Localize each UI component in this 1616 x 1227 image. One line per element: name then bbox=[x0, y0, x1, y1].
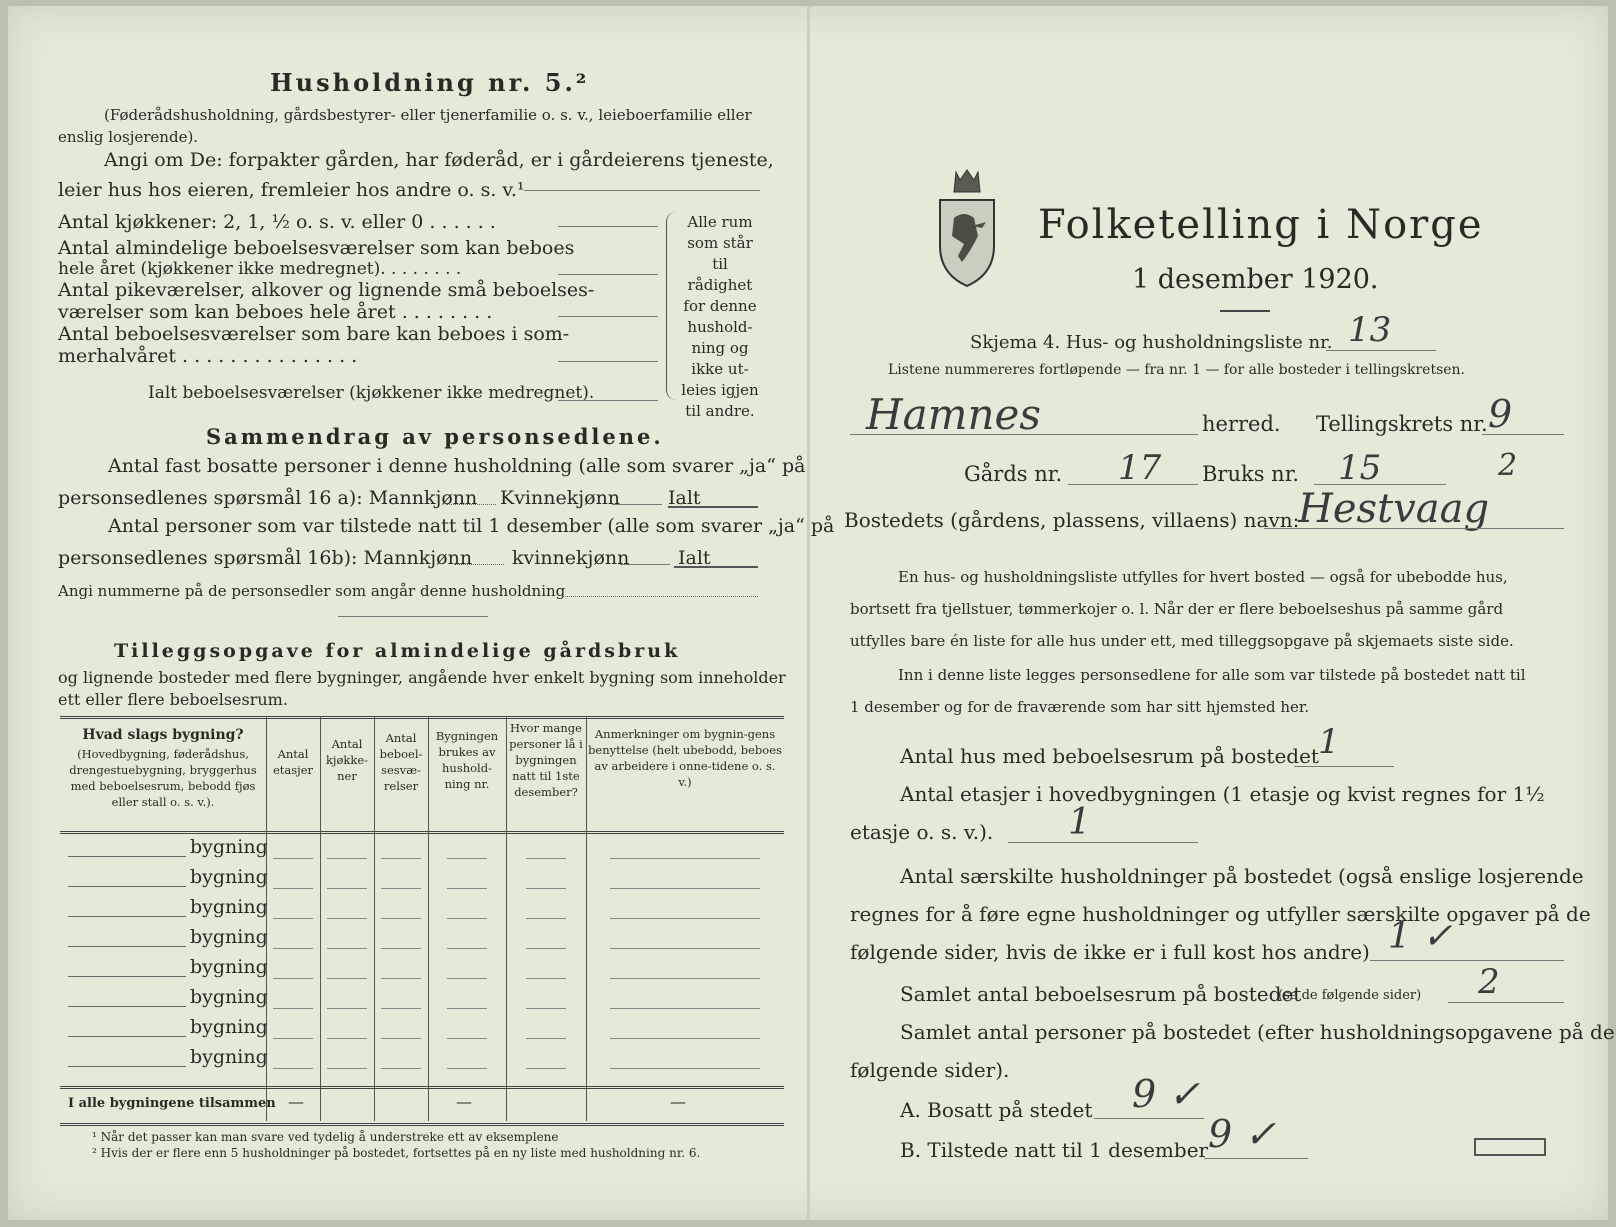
cell-line bbox=[610, 978, 760, 979]
building-type-line bbox=[68, 886, 186, 887]
side-note bbox=[680, 212, 760, 422]
rooms-2b: værelser som kan beboes hele året . . . . . . . . bbox=[58, 301, 493, 323]
cell-line bbox=[273, 858, 313, 859]
summary-2a: Antal personer som var tilstede natt til 1 desember (alle som svarer „ja“ på bbox=[108, 515, 835, 537]
summary-1b: personsedlenes spørsmål 16 a): Mannkjønn bbox=[58, 487, 478, 509]
building-type-line bbox=[68, 1036, 186, 1037]
krets-line bbox=[1482, 434, 1564, 435]
cell-line bbox=[327, 888, 367, 889]
table-row bbox=[60, 924, 784, 954]
building-type-line bbox=[68, 946, 186, 947]
cell-line bbox=[273, 1008, 313, 1009]
cell-line bbox=[273, 888, 313, 889]
footnote-1: ¹ Når det passer kan man svare ved tydelig å understreke ett av eksemplene bbox=[92, 1130, 559, 1144]
sum-2-men-line bbox=[454, 564, 504, 565]
page-fold bbox=[807, 6, 810, 1220]
q2-line2: etasje o. s. v.). bbox=[850, 820, 994, 844]
gards-label: Gårds nr. bbox=[964, 462, 1063, 486]
cell-line bbox=[610, 858, 760, 859]
qb-value: 9 ✓ bbox=[1208, 1112, 1277, 1156]
row-label: bygning bbox=[190, 1016, 268, 1038]
total-label: I alle bygningene tilsammen bbox=[68, 1096, 276, 1111]
q4-line bbox=[1448, 1002, 1564, 1003]
cell-line bbox=[447, 918, 487, 919]
sum-2-women-line bbox=[620, 564, 670, 565]
sum-2-total-line bbox=[674, 566, 758, 568]
side-note-line: som står til bbox=[687, 234, 753, 273]
angi-line-1: Angi om De: forpakter gården, har føderåd, er i gårdeierens tjeneste, bbox=[104, 149, 774, 171]
qa-label: A. Bosatt på stedet bbox=[900, 1098, 1093, 1122]
rooms-1a: Antal almindelige beboelsesværelser som kan beboes bbox=[58, 237, 575, 259]
cell-line bbox=[381, 918, 421, 919]
summary-2c: kvinnekjønn bbox=[512, 547, 630, 569]
header-persons: Hvor mange personer lå i bygningen natt til 1ste desember? bbox=[509, 721, 583, 800]
cell-line bbox=[327, 1008, 367, 1009]
census-form-sheet bbox=[8, 6, 1615, 1220]
q4-label: Samlet antal beboelsesrum på bostedet bbox=[900, 982, 1302, 1006]
cell-line bbox=[526, 858, 566, 859]
cell-line bbox=[526, 1008, 566, 1009]
schema-line bbox=[1326, 350, 1436, 351]
qb-line bbox=[1204, 1158, 1308, 1159]
supplement-line-2: ett eller flere beboelsesrum. bbox=[58, 690, 288, 709]
q4-small: (se de følgende sider) bbox=[1278, 988, 1422, 1003]
printer-stamp bbox=[1474, 1138, 1546, 1156]
header-kitchens: Antal kjøkke-ner bbox=[325, 737, 369, 784]
cell-line bbox=[526, 948, 566, 949]
cell-line bbox=[381, 1068, 421, 1069]
q5-line1: Samlet antal personer på bostedet (efter husholdningsopgavene på de bbox=[900, 1020, 1615, 1044]
q5-line2: følgende sider). bbox=[850, 1058, 1010, 1082]
para2-line2: 1 desember og for de fraværende som har sitt hjemsted her. bbox=[850, 698, 1310, 716]
table-row bbox=[60, 834, 784, 864]
household-note-1: (Føderådshusholdning, gårdsbestyrer- eller tjenerfamilie o. s. v., leieboerfamilie eller bbox=[104, 106, 752, 124]
household-title: Husholdning nr. 5.² bbox=[270, 68, 590, 97]
rooms-3-answer-line bbox=[558, 361, 658, 362]
header-remarks: Anmerkninger om bygnin-gens benyttelse (helt ubebodd, beboes av arbeidere i onne-tidene o. s. v.) bbox=[588, 727, 782, 790]
cell-line bbox=[526, 1068, 566, 1069]
cell-line bbox=[447, 888, 487, 889]
cell-line bbox=[447, 1008, 487, 1009]
cell-line bbox=[526, 918, 566, 919]
total-dash-used: — bbox=[456, 1092, 472, 1111]
cell-line bbox=[526, 888, 566, 889]
qa-line bbox=[1094, 1118, 1204, 1119]
q2-line bbox=[1008, 842, 1198, 843]
side-note-line: rådighet bbox=[687, 276, 753, 294]
bruks-extra: 2 bbox=[1498, 448, 1518, 483]
cell-line bbox=[273, 978, 313, 979]
rooms-3b: merhalvåret . . . . . . . . . . . . . . . bbox=[58, 345, 358, 367]
summary-1d: Ialt bbox=[668, 487, 701, 509]
q3-line1: Antal særskilte husholdninger på bostedet (også enslige losjerende bbox=[900, 864, 1584, 888]
separator bbox=[338, 616, 488, 617]
cell-line bbox=[610, 1008, 760, 1009]
table-row bbox=[60, 1044, 784, 1074]
side-note-line: leies igjen bbox=[681, 381, 759, 399]
cell-line bbox=[526, 1038, 566, 1039]
summary-2d: Ialt bbox=[678, 547, 711, 569]
q2-value: 1 bbox=[1068, 802, 1091, 843]
cell-line bbox=[381, 888, 421, 889]
header-rooms: Antal beboel-sesvæ-relser bbox=[379, 731, 423, 794]
schema-label: Skjema 4. Hus- og husholdningsliste nr. bbox=[970, 332, 1333, 353]
footnote-2: ² Hvis der er flere enn 5 husholdninger på bostedet, fortsettes på en ny liste med husholdning nr. 6. bbox=[92, 1146, 701, 1160]
q3-value: 1 ✓ bbox=[1388, 916, 1453, 957]
cell-line bbox=[273, 1038, 313, 1039]
q1-label: Antal hus med beboelsesrum på bostedet bbox=[900, 744, 1319, 768]
total-dash-remarks: — bbox=[670, 1092, 686, 1111]
table-row bbox=[60, 864, 784, 894]
row-label: bygning bbox=[190, 1046, 268, 1068]
side-note-line: ikke ut- bbox=[691, 360, 749, 378]
listene-note: Listene nummereres fortløpende — fra nr. 1 — for alle bosteder i tellingskretsen. bbox=[888, 362, 1466, 378]
summary-2b: personsedlenes spørsmål 16b): Mannkjønn bbox=[58, 547, 473, 569]
table-row bbox=[60, 894, 784, 924]
form-date: 1 desember 1920. bbox=[1132, 264, 1379, 295]
total-dash-floors: — bbox=[288, 1092, 304, 1111]
para1-line2: bortsett fra tjellstuer, tømmerkojer o. l. Når der er flere beboelseshus på samme gård bbox=[850, 600, 1504, 618]
cell-line bbox=[327, 918, 367, 919]
building-type-line bbox=[68, 1006, 186, 1007]
building-type-line bbox=[68, 916, 186, 917]
table-row bbox=[60, 954, 784, 984]
cell-line bbox=[610, 918, 760, 919]
herred-line bbox=[850, 434, 1198, 435]
cell-line bbox=[610, 1068, 760, 1069]
cell-line bbox=[381, 1038, 421, 1039]
bruks-label: Bruks nr. bbox=[1202, 462, 1300, 486]
supplement-line-1: og lignende bosteder med flere bygninger, angående hver enkelt bygning som inneholder bbox=[58, 668, 786, 687]
header-floors: Antal etasjer bbox=[272, 747, 314, 778]
rooms-1-answer-line bbox=[558, 274, 658, 275]
cell-line bbox=[381, 858, 421, 859]
cell-line bbox=[381, 1008, 421, 1009]
herred-value: Hamnes bbox=[866, 390, 1041, 439]
q3-line2: regnes for å føre egne husholdninger og utfyller særskilte opgaver på de bbox=[850, 902, 1591, 926]
side-note-line: hushold- bbox=[687, 318, 753, 336]
q4-value: 2 bbox=[1478, 962, 1500, 1002]
cell-line bbox=[610, 948, 760, 949]
side-note-line: Alle rum bbox=[687, 213, 753, 231]
cell-line bbox=[447, 978, 487, 979]
rooms-3a: Antal beboelsesværelser som bare kan beboes i som- bbox=[58, 323, 570, 345]
rooms-2a: Antal pikeværelser, alkover og lignende små beboelses- bbox=[58, 279, 595, 301]
building-type-line bbox=[68, 976, 186, 977]
kitchens-answer-line bbox=[558, 226, 658, 227]
para1-line3: utfylles bare én liste for alle hus under ett, med tilleggsopgave på skjemaets siste side. bbox=[850, 632, 1514, 650]
header-used-by: Bygningen brukes av hushold-ning nr. bbox=[435, 729, 499, 792]
cell-line bbox=[327, 978, 367, 979]
table-row bbox=[60, 984, 784, 1014]
cell-line bbox=[327, 1068, 367, 1069]
cell-line bbox=[447, 948, 487, 949]
cell-line bbox=[327, 1038, 367, 1039]
row-label: bygning bbox=[190, 926, 268, 948]
qa-value: 9 ✓ bbox=[1132, 1072, 1201, 1116]
cell-line bbox=[381, 948, 421, 949]
building-type-line bbox=[68, 856, 186, 857]
row-label: bygning bbox=[190, 866, 268, 888]
row-label: bygning bbox=[190, 836, 268, 858]
cell-line bbox=[327, 858, 367, 859]
building-type-line bbox=[68, 1066, 186, 1067]
gards-value: 17 bbox=[1118, 448, 1162, 488]
bruks-line bbox=[1314, 484, 1446, 485]
header-building-type-title: Hvad slags bygning? bbox=[82, 727, 244, 743]
side-note-line: ning og bbox=[691, 339, 749, 357]
rooms-total-line bbox=[558, 400, 658, 401]
cell-line bbox=[447, 1038, 487, 1039]
cell-line bbox=[447, 858, 487, 859]
para1-line1: En hus- og husholdningsliste utfylles for hvert bosted — også for ubebodde hus, bbox=[898, 568, 1508, 586]
cell-line bbox=[610, 888, 760, 889]
herred-label: herred. bbox=[1202, 412, 1281, 436]
supplement-title: Tilleggsopgave for almindelige gårdsbruk bbox=[114, 640, 681, 662]
summary-title: Sammendrag av personsedlene. bbox=[206, 424, 664, 449]
cell-line bbox=[273, 918, 313, 919]
bosted-label: Bostedets (gårdens, plassens, villaens) navn: bbox=[844, 508, 1300, 532]
summary-3: Angi nummerne på de personsedler som angår denne husholdning bbox=[58, 582, 566, 600]
bruks-value: 15 bbox=[1338, 448, 1382, 488]
summary-1c: Kvinnekjønn bbox=[500, 487, 621, 509]
cell-line bbox=[273, 1068, 313, 1069]
rooms-2-answer-line bbox=[558, 316, 658, 317]
rooms-1b: hele året (kjøkkener ikke medregnet). . . . . . . . bbox=[58, 259, 462, 279]
sum-1-men-line bbox=[446, 504, 496, 505]
cell-line bbox=[381, 978, 421, 979]
form-title: Folketelling i Norge bbox=[1038, 202, 1484, 248]
summary-1a: Antal fast bosatte personer i denne husholdning (alle som svarer „ja“ på bbox=[108, 455, 806, 477]
header-building-type-sub: (Hovedbygning, føderådshus, drengestuebygning, bryggerhus med beboelsesrum, bebodd fjøs eller stall o. s. v.). bbox=[69, 746, 257, 809]
coat-of-arms-icon bbox=[934, 166, 1000, 290]
cell-line bbox=[273, 948, 313, 949]
side-note-line: til andre. bbox=[685, 402, 755, 420]
kitchens-label: Antal kjøkkener: 2, 1, ½ o. s. v. eller 0 . . . . . . bbox=[58, 211, 496, 233]
q1-value: 1 bbox=[1318, 722, 1340, 762]
sum-3-line bbox=[563, 596, 758, 597]
q3-line3: følgende sider, hvis de ikke er i full kost hos andre) bbox=[850, 940, 1370, 964]
cell-line bbox=[447, 1068, 487, 1069]
schema-value: 13 bbox=[1348, 310, 1392, 350]
table-row bbox=[60, 1014, 784, 1044]
sum-1-women-line bbox=[612, 504, 662, 505]
angi-answer-line bbox=[524, 190, 760, 191]
para2-line1: Inn i denne liste legges personsedlene for alle som var tilstede på bostedet natt til bbox=[898, 666, 1526, 684]
q1-line bbox=[1294, 766, 1394, 767]
krets-value: 9 bbox=[1488, 392, 1513, 436]
q2-line1: Antal etasjer i hovedbygningen (1 etasje og kvist regnes for 1½ bbox=[900, 782, 1545, 806]
gards-line bbox=[1068, 484, 1198, 485]
side-note-line: for denne bbox=[683, 297, 757, 315]
row-label: bygning bbox=[190, 986, 268, 1008]
q3-line bbox=[1370, 960, 1564, 961]
row-label: bygning bbox=[190, 956, 268, 978]
rooms-total: Ialt beboelsesværelser (kjøkkener ikke medregnet). bbox=[148, 383, 595, 403]
sum-1-total-line bbox=[668, 506, 758, 508]
row-label: bygning bbox=[190, 896, 268, 918]
krets-label: Tellingskrets nr. bbox=[1316, 412, 1488, 436]
cell-line bbox=[327, 948, 367, 949]
bosted-line bbox=[1264, 528, 1564, 529]
title-rule bbox=[1220, 310, 1270, 312]
qb-label: B. Tilstede natt til 1 desember bbox=[900, 1138, 1209, 1162]
cell-line bbox=[526, 978, 566, 979]
bosted-value: Hestvaag bbox=[1298, 486, 1490, 532]
angi-line-2: leier hus hos eieren, fremleier hos andre o. s. v.¹ bbox=[58, 179, 525, 201]
header-building-type bbox=[64, 726, 262, 810]
cell-line bbox=[610, 1038, 760, 1039]
household-note-2: enslig losjerende). bbox=[58, 128, 199, 146]
